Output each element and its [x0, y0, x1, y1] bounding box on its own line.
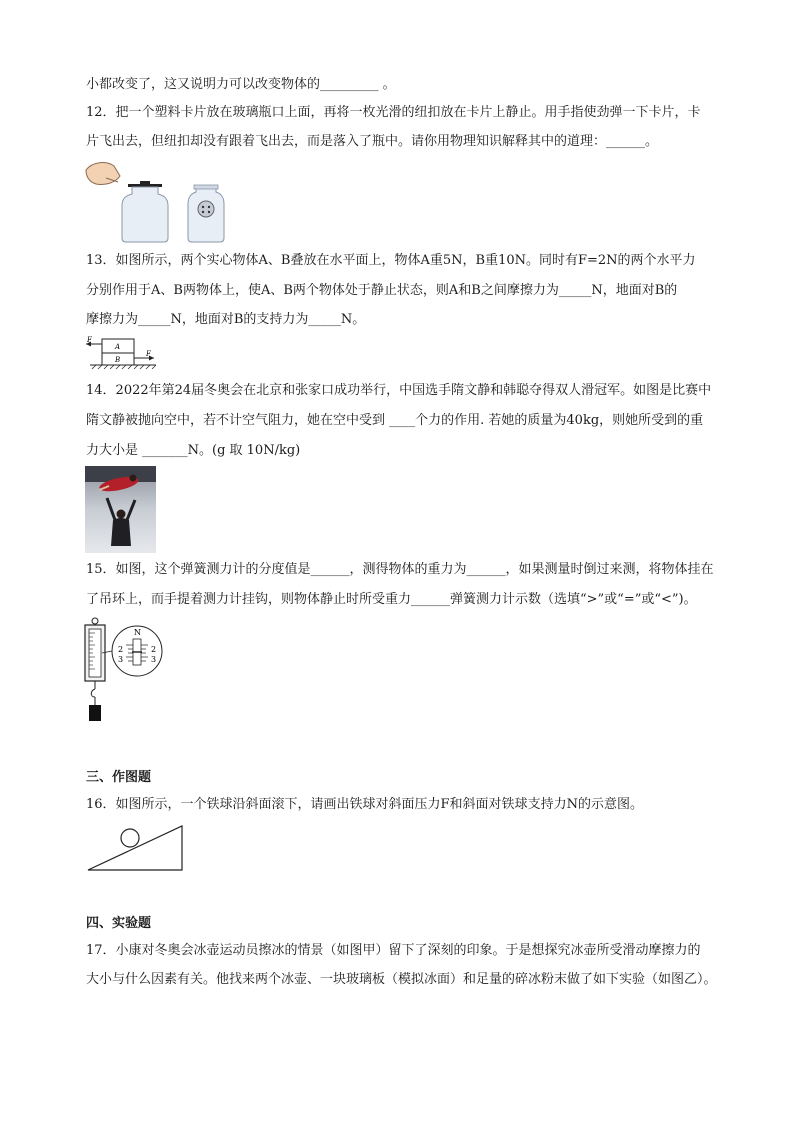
question-12-line-2: 片飞出去，但纽扣却没有跟着飞出去，而是落入了瓶中。请你用物理知识解释其中的道理：______。: [86, 134, 659, 149]
hand-icon: [86, 163, 120, 185]
spring-scale-figure: [80, 617, 180, 727]
question-14-line-3: 力大小是 _______N。(g 取 10N/kg): [86, 443, 301, 458]
incline-figure: [86, 824, 186, 874]
tick-label-right-3: 3: [151, 655, 157, 664]
tick-label-left-3: 3: [118, 655, 124, 664]
hook: [91, 689, 95, 697]
weight-block: [89, 705, 101, 721]
force-label-bottom: F: [146, 350, 151, 358]
tick-label-left-2: 2: [118, 645, 124, 654]
section-heading-experiment: 四、实验题: [86, 916, 152, 931]
question-14-line-2: 隋文静被抛向空中，若不计空气阻力，她在空中受到 ____个力的作用. 若她的质量为40kg，则她所受到的重: [86, 413, 704, 428]
section-heading-drawing: 三、作图题: [86, 770, 152, 785]
figure-12: [82, 160, 242, 244]
question-12-line-1: 12．把一个塑料卡片放在玻璃瓶口上面，再将一枚光滑的纽扣放在卡片上静止。用手指使劲弹一下卡片，卡: [86, 105, 701, 120]
hanging-ring: [92, 618, 98, 624]
block-b-label: B: [115, 356, 121, 364]
iron-ball: [121, 829, 139, 847]
unit-label: N: [134, 628, 141, 637]
question-17-line-2: 大小与什么因素有关。他找来两个冰壶、一块玻璃板（模拟冰面）和足量的碎冰粉末做了如下实验（如图乙）。: [86, 972, 717, 987]
question-15-line-2: 了吊环上，而手提着测力计挂钩，则物体静止时所受重力______弹簧测力计示数（选填“>”或“=”或“<”)。: [86, 592, 697, 607]
question-16-line-1: 16．如图所示，一个铁球沿斜面滚下，请画出铁球对斜面压力F和斜面对铁球支持力N的示意图。: [86, 797, 643, 812]
block-a-label: A: [115, 343, 121, 351]
question-13-line-1: 13．如图所示，两个实心物体A、B叠放在水平面上，物体A重5N，B重10N。同时有F=2N的两个水平力: [86, 253, 696, 268]
question-13-line-3: 摩擦力为_____N，地面对B的支持力为_____N。: [86, 312, 366, 327]
question-13-line-2: 分别作用于A、B两物体上，使A、B两个物体处于静止状态，则A和B之间摩擦力为_____N，地面对B的: [86, 283, 678, 298]
bottle-with-button: [188, 185, 224, 242]
force-label-top: F: [87, 336, 92, 344]
figure-13: [84, 336, 164, 370]
bottle-with-card: [122, 181, 168, 242]
question-14-line-1: 14．2022年第24届冬奥会在北京和张家口成功举行，中国选手隋文静和韩聪夺得双人滑冠军。如图是比赛中: [86, 383, 712, 398]
question-15-line-1: 15．如图，这个弹簧测力计的分度值是______，测得物体的重力为______，如果测量时倒过来测，将物体挂在: [86, 562, 714, 577]
text-line-1: 小都改变了，这又说明力可以改变物体的_________ 。: [86, 77, 396, 92]
skating-photo: [85, 466, 156, 553]
question-17-line-1: 17．小康对冬奥会冰壶运动员擦冰的情景（如图甲）留下了深刻的印象。于是想探究冰壶所受滑动摩擦力的: [86, 943, 701, 958]
tick-label-right-2: 2: [151, 645, 157, 654]
